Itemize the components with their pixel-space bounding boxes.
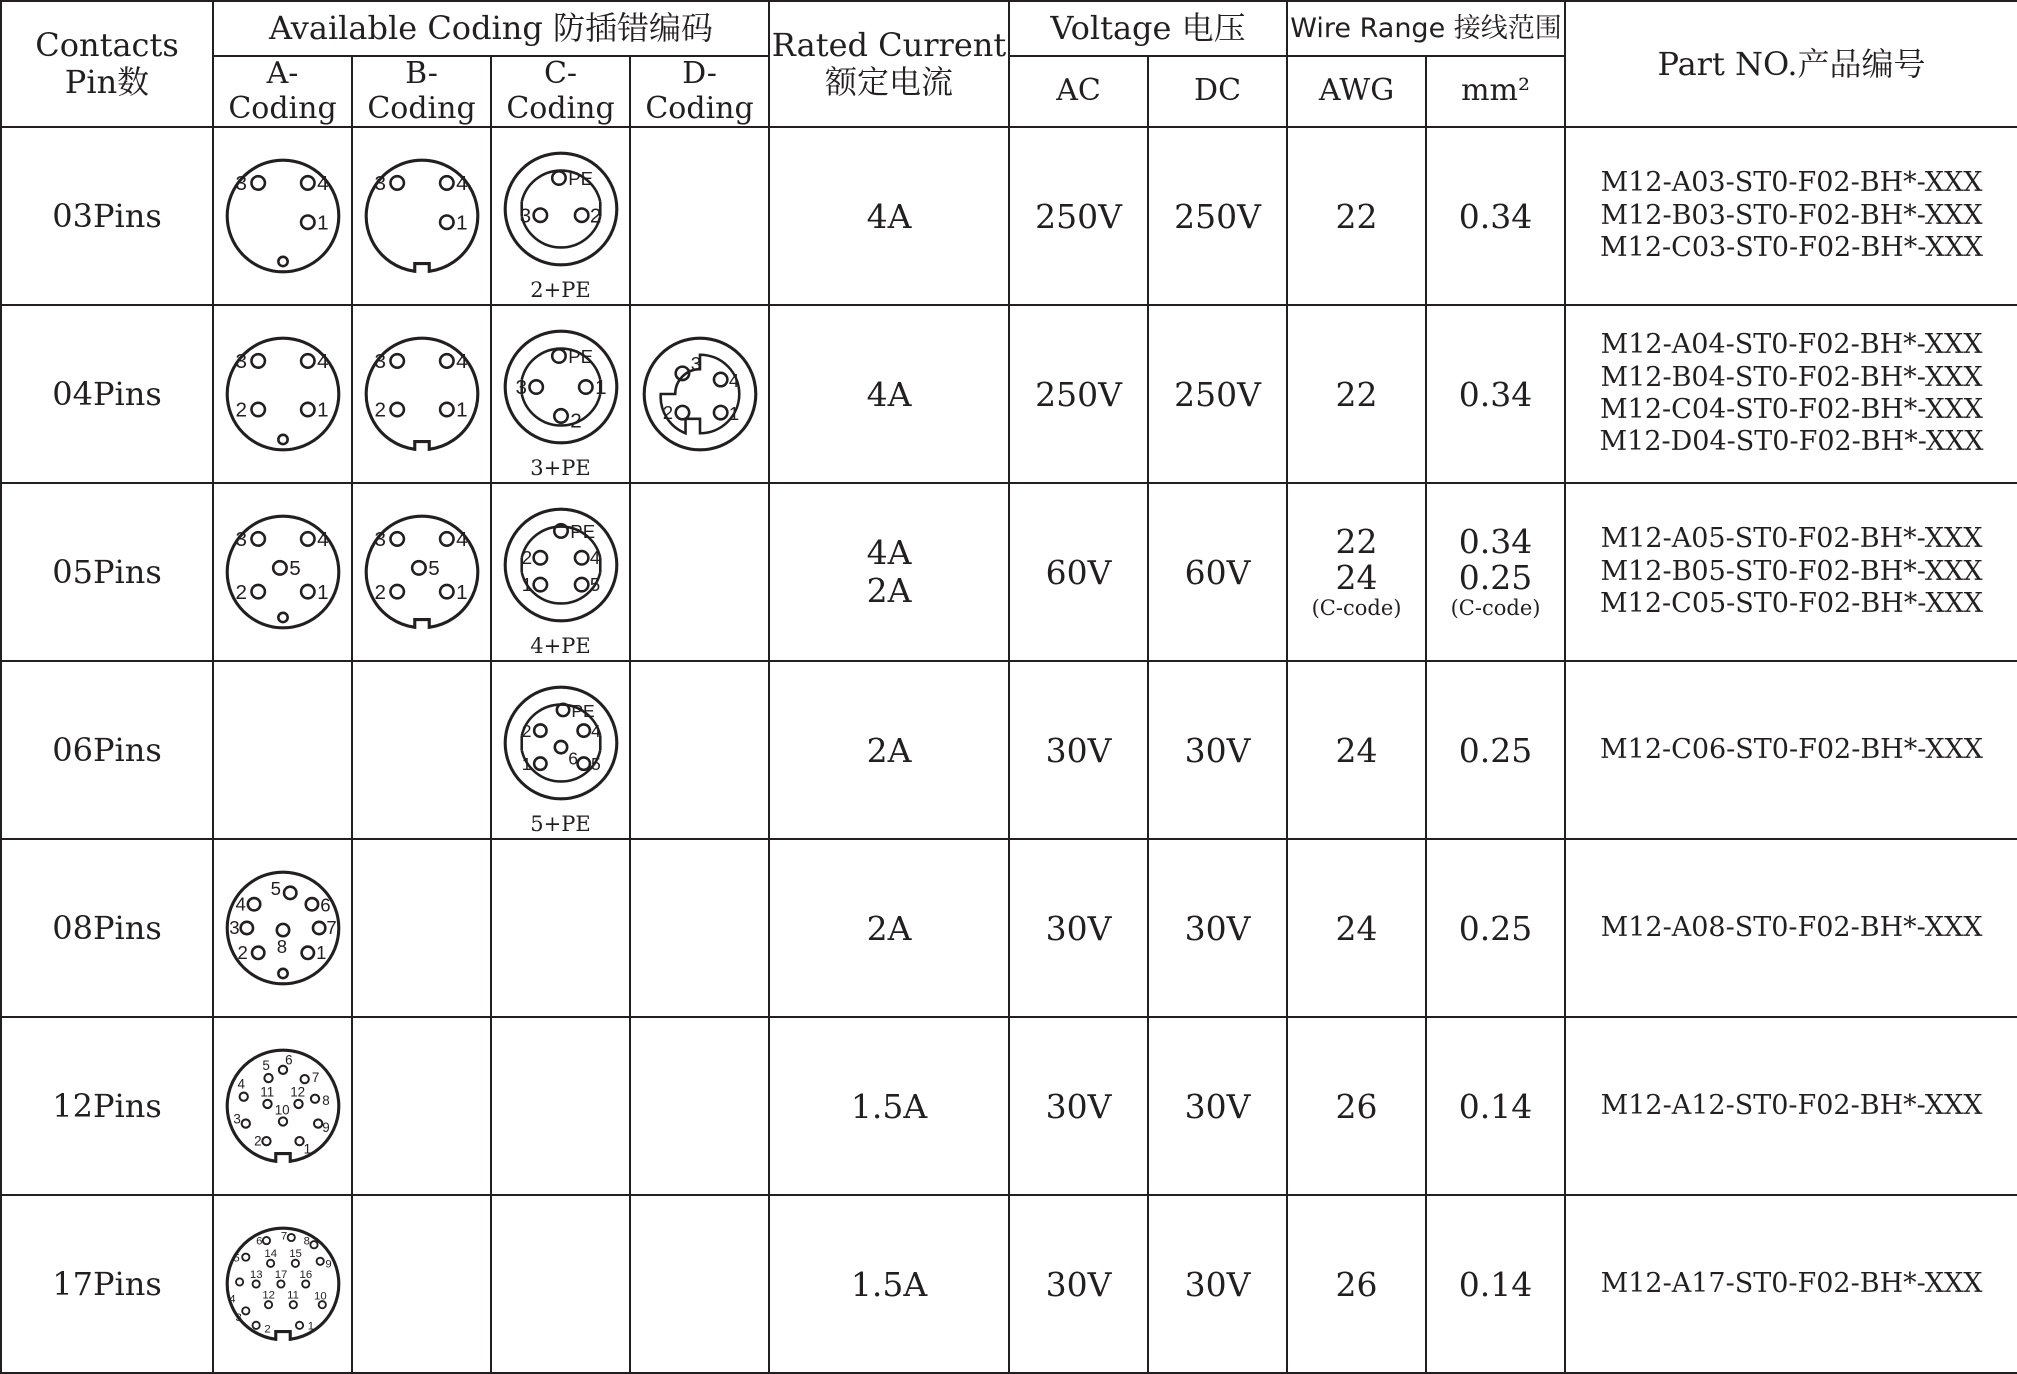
svg-text:6: 6	[567, 748, 578, 769]
c-coding-cell	[491, 1017, 630, 1195]
header-mm2: mm²	[1426, 56, 1565, 127]
c-coding-cell	[491, 483, 630, 661]
svg-text:1: 1	[455, 398, 468, 422]
voltage-dc: 30V	[1148, 1017, 1287, 1195]
svg-text:3: 3	[228, 917, 240, 939]
d-coding-cell	[630, 305, 769, 483]
a-coding-17pin-diagram	[221, 1222, 345, 1346]
part-number: M12-A04-ST0-F02-BH*-XXX	[1600, 329, 1983, 361]
a-coding-cell	[213, 483, 352, 661]
svg-text:7: 7	[325, 917, 337, 939]
part-numbers	[1565, 1017, 2017, 1195]
c-coding-cell	[491, 839, 630, 1017]
svg-text:2: 2	[253, 1133, 262, 1149]
b-coding-cell	[352, 839, 491, 1017]
rated-current: 2A	[769, 839, 1009, 1017]
c-coding-cell	[491, 127, 630, 305]
header-d-coding: D-Coding	[630, 56, 769, 127]
svg-text:4: 4	[728, 369, 739, 391]
header-rated-current-label: Rated Current	[771, 26, 1007, 65]
svg-text:4: 4	[455, 528, 468, 552]
svg-text:8: 8	[321, 1092, 330, 1108]
header-contacts	[1, 1, 213, 127]
svg-text:3: 3	[373, 172, 386, 196]
svg-text:2: 2	[373, 580, 386, 604]
a-coding-cell	[213, 839, 352, 1017]
svg-text:1: 1	[316, 580, 329, 604]
svg-text:PE: PE	[570, 701, 595, 722]
part-number: M12-A17-ST0-F02-BH*-XXX	[1600, 1267, 1983, 1299]
wire-mm2: 0.14	[1426, 1195, 1565, 1373]
svg-text:3: 3	[234, 350, 247, 374]
svg-text:6: 6	[284, 1052, 293, 1068]
a-coding-cell	[213, 305, 352, 483]
svg-text:4: 4	[590, 720, 601, 741]
part-numbers	[1565, 1195, 2017, 1373]
rated-current: 4A	[769, 127, 1009, 305]
c-coding-5pin-diagram	[499, 503, 623, 627]
part-number: M12-B03-ST0-F02-BH*-XXX	[1600, 199, 1983, 231]
b-coding-cell	[352, 305, 491, 483]
part-number: M12-B05-ST0-F02-BH*-XXX	[1600, 555, 1983, 587]
header-wire-range: Wire Range 接线范围	[1287, 1, 1565, 56]
b-coding-cell	[352, 483, 491, 661]
rated-current: 4A	[769, 305, 1009, 483]
svg-text:14: 14	[263, 1248, 277, 1261]
header-c-coding: C-Coding	[491, 56, 630, 127]
svg-text:4: 4	[455, 172, 468, 196]
svg-text:3: 3	[373, 350, 386, 374]
svg-text:1: 1	[521, 573, 532, 595]
c-coding-pe-label: 5+PE	[530, 812, 591, 836]
wire-awg: 26	[1287, 1017, 1426, 1195]
svg-text:11: 11	[259, 1084, 274, 1100]
voltage-dc: 250V	[1148, 305, 1287, 483]
table-row	[1, 305, 2017, 483]
svg-text:1: 1	[315, 942, 326, 963]
part-number: M12-A03-ST0-F02-BH*-XXX	[1600, 167, 1983, 199]
part-number: M12-A12-ST0-F02-BH*-XXX	[1600, 1089, 1983, 1121]
svg-text:1: 1	[728, 402, 739, 424]
voltage-dc: 30V	[1148, 1195, 1287, 1373]
pin-count: 05Pins	[1, 483, 213, 661]
part-number: M12-C03-ST0-F02-BH*-XXX	[1600, 232, 1984, 264]
b-coding-cell	[352, 127, 491, 305]
wire-awg: 22	[1287, 127, 1426, 305]
pin-count: 03Pins	[1, 127, 213, 305]
voltage-ac: 250V	[1009, 305, 1148, 483]
svg-text:6: 6	[319, 894, 331, 916]
svg-text:1: 1	[455, 211, 468, 235]
svg-text:7: 7	[280, 1230, 287, 1243]
pin-count: 12Pins	[1, 1017, 213, 1195]
svg-text:5: 5	[427, 557, 440, 581]
a-coding-cell	[213, 1017, 352, 1195]
rated-current: 1.5A	[769, 1017, 1009, 1195]
c-coding-pe-label: 2+PE	[530, 278, 591, 302]
svg-text:8: 8	[303, 1235, 310, 1248]
wire-awg: 22	[1287, 305, 1426, 483]
voltage-ac: 30V	[1009, 661, 1148, 839]
svg-text:4: 4	[316, 172, 329, 196]
svg-text:15: 15	[288, 1248, 302, 1261]
header-awg: AWG	[1287, 56, 1426, 127]
voltage-dc: 30V	[1148, 839, 1287, 1017]
header-voltage: Voltage 电压	[1009, 1, 1287, 56]
voltage-ac: 60V	[1009, 483, 1148, 661]
a-coding-4pin-diagram	[221, 332, 345, 456]
wire-mm2: 0.25	[1426, 839, 1565, 1017]
rated-current: 4A 2A	[769, 483, 1009, 661]
wire-awg: 26	[1287, 1195, 1426, 1373]
a-coding-3pin-diagram	[221, 154, 345, 278]
wire-mm2: 0.34	[1426, 305, 1565, 483]
svg-text:5: 5	[261, 1057, 270, 1073]
header-contacts-label: Contacts	[35, 26, 179, 65]
rated-current: 2A	[769, 661, 1009, 839]
c-coding-pe-label: 4+PE	[530, 634, 591, 658]
part-number: M12-D04-ST0-F02-BH*-XXX	[1599, 426, 1984, 458]
part-number: M12-C06-ST0-F02-BH*-XXX	[1600, 733, 1984, 765]
svg-text:3: 3	[234, 1312, 242, 1325]
svg-text:4: 4	[316, 528, 329, 552]
part-number: M12-C04-ST0-F02-BH*-XXX	[1600, 394, 1984, 425]
svg-text:5: 5	[270, 877, 281, 899]
svg-text:17: 17	[274, 1268, 287, 1281]
svg-text:6: 6	[255, 1235, 262, 1248]
part-numbers	[1565, 483, 2017, 661]
svg-text:1: 1	[594, 376, 607, 400]
part-number: M12-A05-ST0-F02-BH*-XXX	[1600, 523, 1983, 555]
svg-text:5: 5	[232, 1252, 240, 1265]
d-coding-cell	[630, 1195, 769, 1373]
svg-text:11: 11	[286, 1289, 299, 1302]
svg-text:2: 2	[234, 398, 247, 422]
svg-text:10: 10	[274, 1102, 290, 1118]
svg-text:3: 3	[373, 528, 386, 552]
svg-text:2: 2	[569, 409, 582, 433]
table-row	[1, 1017, 2017, 1195]
a-coding-5pin-diagram	[221, 510, 345, 634]
svg-text:4: 4	[589, 546, 600, 568]
svg-text:2: 2	[589, 204, 601, 228]
svg-text:2: 2	[237, 942, 248, 963]
a-coding-cell	[213, 127, 352, 305]
svg-text:2: 2	[263, 1323, 271, 1336]
svg-text:1: 1	[521, 753, 531, 774]
wire-mm2: 0.14	[1426, 1017, 1565, 1195]
table-row	[1, 127, 2017, 305]
svg-text:3: 3	[515, 376, 527, 400]
svg-text:1: 1	[307, 1320, 314, 1333]
svg-text:9: 9	[324, 1258, 332, 1271]
header-pin-cn: Pin数	[64, 63, 150, 101]
part-numbers	[1565, 839, 2017, 1017]
pin-count: 17Pins	[1, 1195, 213, 1373]
b-coding-cell	[352, 1195, 491, 1373]
voltage-ac: 30V	[1009, 839, 1148, 1017]
table-row	[1, 1195, 2017, 1373]
d-coding-cell	[630, 1017, 769, 1195]
c-coding-pe-label: 3+PE	[530, 456, 591, 480]
b-coding-3pin-diagram	[360, 154, 484, 278]
svg-text:16: 16	[299, 1268, 312, 1281]
header-dc: DC	[1148, 56, 1287, 127]
svg-text:4: 4	[237, 1076, 245, 1092]
c-code-note: (C-code)	[1450, 595, 1541, 620]
svg-text:5: 5	[590, 753, 601, 774]
svg-text:2: 2	[521, 720, 531, 741]
voltage-ac: 30V	[1009, 1017, 1148, 1195]
wire-mm2: 0.25	[1426, 661, 1565, 839]
header-ac: AC	[1009, 56, 1148, 127]
svg-text:2: 2	[234, 580, 247, 604]
svg-text:7: 7	[311, 1070, 319, 1086]
svg-text:1: 1	[316, 398, 329, 422]
svg-text:1: 1	[303, 1141, 311, 1157]
c-coding-6pin-diagram	[499, 681, 623, 805]
svg-text:3: 3	[519, 204, 531, 228]
wire-mm2: 0.34 0.25 (C-code)	[1426, 483, 1565, 661]
wire-awg: 22 24 (C-code)	[1287, 483, 1426, 661]
table-row	[1, 483, 2017, 661]
voltage-dc: 250V	[1148, 127, 1287, 305]
wire-awg: 24	[1287, 661, 1426, 839]
c-coding-cell	[491, 305, 630, 483]
pin-count: 04Pins	[1, 305, 213, 483]
svg-text:3: 3	[232, 1111, 241, 1127]
a-coding-12pin-diagram	[221, 1044, 345, 1168]
svg-text:1: 1	[455, 580, 468, 604]
svg-text:2: 2	[662, 401, 673, 423]
svg-text:PE: PE	[567, 346, 593, 368]
svg-text:13: 13	[249, 1268, 263, 1281]
part-numbers	[1565, 661, 2017, 839]
b-coding-cell	[352, 1017, 491, 1195]
c-coding-cell	[491, 661, 630, 839]
svg-text:9: 9	[321, 1119, 330, 1135]
c-coding-4pin-diagram	[499, 325, 623, 449]
svg-text:3: 3	[234, 172, 247, 196]
svg-text:3: 3	[690, 353, 701, 375]
a-coding-cell	[213, 661, 352, 839]
svg-text:4: 4	[316, 350, 329, 374]
table-row	[1, 839, 2017, 1017]
pin-count: 08Pins	[1, 839, 213, 1017]
svg-text:4: 4	[228, 1293, 236, 1306]
svg-text:10: 10	[313, 1290, 327, 1303]
part-number: M12-C05-ST0-F02-BH*-XXX	[1600, 588, 1984, 620]
header-a-coding: A-Coding	[213, 56, 352, 127]
pin-count: 06Pins	[1, 661, 213, 839]
a-coding-8pin-diagram	[221, 866, 345, 990]
svg-text:12: 12	[289, 1084, 305, 1100]
part-number: M12-B04-ST0-F02-BH*-XXX	[1600, 361, 1983, 393]
svg-text:2: 2	[373, 398, 386, 422]
header-available-coding: Available Coding 防插错编码	[213, 1, 769, 56]
b-coding-5pin-diagram	[360, 510, 484, 634]
d-coding-cell	[630, 839, 769, 1017]
svg-text:5: 5	[288, 557, 301, 581]
svg-text:4: 4	[234, 893, 246, 915]
part-numbers	[1565, 127, 2017, 305]
d-coding-cell	[630, 483, 769, 661]
table-row	[1, 661, 2017, 839]
svg-text:8: 8	[276, 935, 287, 957]
b-coding-4pin-diagram	[360, 332, 484, 456]
d-coding-cell	[630, 661, 769, 839]
svg-text:PE: PE	[567, 168, 593, 190]
header-b-coding: B-Coding	[352, 56, 491, 127]
c-coding-3pin-diagram	[499, 147, 623, 271]
header-part-no: Part NO.产品编号	[1565, 1, 2017, 127]
svg-text:3: 3	[234, 528, 247, 552]
voltage-ac: 250V	[1009, 127, 1148, 305]
voltage-dc: 30V	[1148, 661, 1287, 839]
svg-text:PE: PE	[569, 521, 595, 543]
a-coding-cell	[213, 1195, 352, 1373]
voltage-ac: 30V	[1009, 1195, 1148, 1373]
svg-text:5: 5	[589, 573, 600, 595]
c-coding-cell	[491, 1195, 630, 1373]
wire-mm2: 0.34	[1426, 127, 1565, 305]
voltage-dc: 60V	[1148, 483, 1287, 661]
d-coding-4pin-diagram	[638, 332, 762, 456]
wire-awg: 24	[1287, 839, 1426, 1017]
part-numbers	[1565, 305, 2017, 483]
part-number: M12-A08-ST0-F02-BH*-XXX	[1600, 911, 1983, 943]
d-coding-cell	[630, 127, 769, 305]
svg-text:1: 1	[316, 211, 329, 235]
header-rated-current	[769, 1, 1009, 127]
header-rated-current-cn: 额定电流	[825, 63, 954, 101]
svg-text:4: 4	[455, 350, 468, 374]
b-coding-cell	[352, 661, 491, 839]
svg-text:12: 12	[261, 1289, 275, 1302]
svg-text:2: 2	[521, 546, 532, 568]
rated-current: 1.5A	[769, 1195, 1009, 1373]
c-code-note: (C-code)	[1311, 595, 1402, 620]
